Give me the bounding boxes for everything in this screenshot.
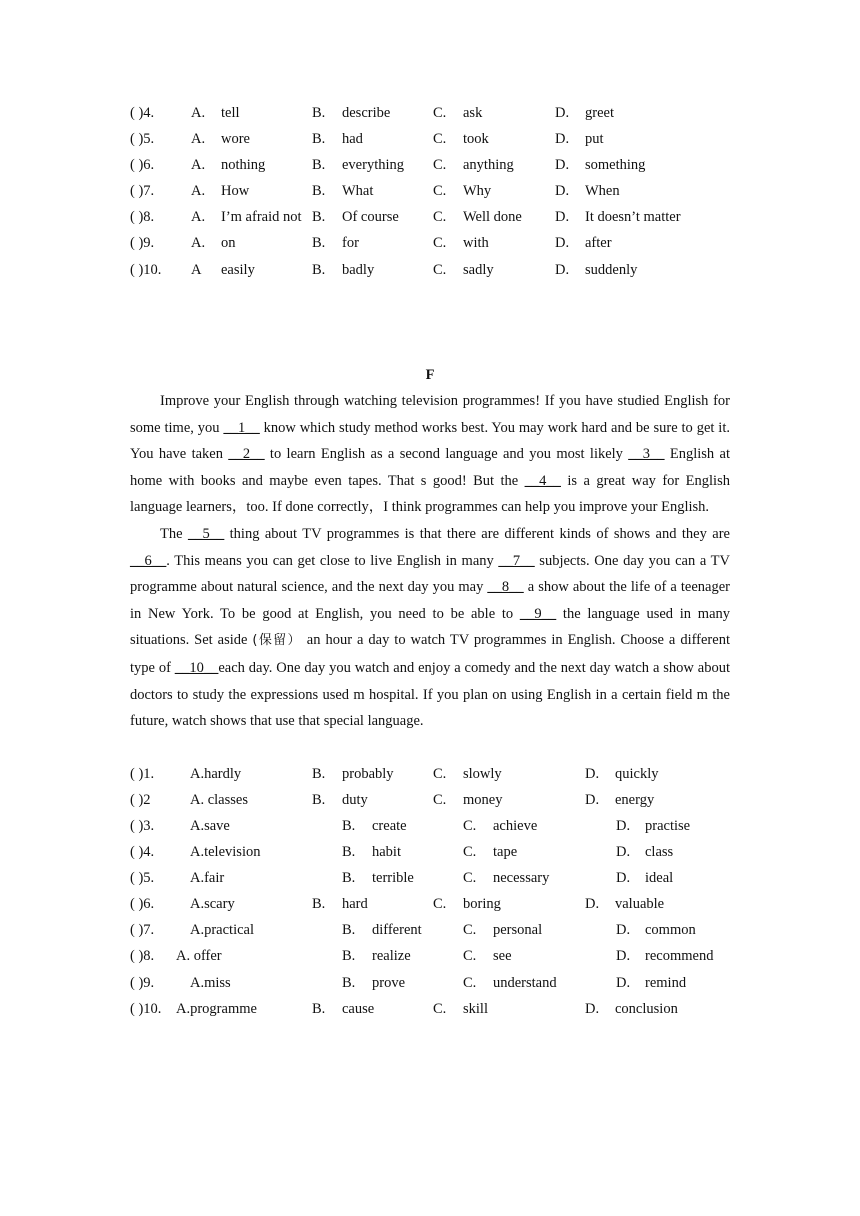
passage-text: each day. One day you watch and enjoy a comedy and the next day watch a show about doctors to study the expressions used m hospital. If you plan on using English in a certain field m the future, watch shows that use that special language. [130,659,730,730]
option-d-label: D. [616,844,631,860]
passage-text: thing about TV programmes is that there are different kinds of shows and they are [224,525,730,542]
question-number: ( )6. [130,896,155,912]
option-b-label: B. [312,105,326,121]
option-b: terrible [372,870,414,886]
option-b: prove [372,975,406,991]
question-number: ( )7. [130,183,155,199]
option-c-label: C. [433,896,447,912]
option-d-label: D. [555,131,570,147]
option-b: had [342,131,363,147]
option-c: took [463,131,489,147]
option-b-label: B. [342,922,356,938]
passage-text: an hour a day to watch TV programmes in English. Choose a different type of [130,632,730,676]
blank-9: __9__ [519,605,557,622]
option-b: Of course [342,209,399,225]
option-a: I’m afraid not [221,209,302,225]
option-c: skill [463,1001,488,1017]
option-b: habit [372,844,401,860]
blank-10: __10__ [174,659,219,676]
option-b: probably [342,766,394,782]
option-b: duty [342,792,368,808]
blank-7: __7__ [498,552,535,569]
option-d-label: D. [616,975,631,991]
question-row [130,763,740,785]
option-b-label: B. [342,870,356,886]
option-b-label: B. [342,818,356,834]
option-d: valuable [615,896,665,912]
option-d-label: D. [585,792,600,808]
option-d: conclusion [615,1001,678,1017]
option-c: anything [463,157,514,173]
option-b: for [342,235,359,251]
option-c: necessary [493,870,550,886]
option-c-label: C. [433,262,447,278]
option-d-label: D. [585,1001,600,1017]
option-c-label: C. [463,818,477,834]
option-a: nothing [221,157,266,173]
option-c: personal [493,922,543,938]
option-c: tape [493,844,518,860]
question-number: ( )7. [130,922,155,938]
option-c: boring [463,896,501,912]
option-c-label: C. [433,235,447,251]
option-a: A.fair [190,870,225,886]
question-number: ( )9. [130,235,155,251]
passage-text: to learn English as a second language and you most likely [264,446,629,463]
option-c: Why [463,183,492,199]
option-c-label: C. [433,183,447,199]
option-b-label: B. [342,948,356,964]
option-d: recommend [645,948,714,964]
passage-text: know which study method works best. You may work hard and be sure to get it. You have taken [130,419,730,463]
option-a-label: A. [191,209,206,225]
option-d-label: D. [555,235,570,251]
question-number: ( )6. [130,157,155,173]
passage-text: is a great way for English language learners，too. If done correctly，I think programmes can help you improve your English. [130,472,730,516]
option-b-label: B. [312,1001,326,1017]
option-d: When [585,183,620,199]
option-a: A. classes [190,792,248,808]
option-b: create [372,818,407,834]
option-c-label: C. [433,766,447,782]
question-row [130,180,740,202]
question-row [130,232,740,254]
option-d: It doesn’t matter [585,209,681,225]
option-d-label: D. [616,922,631,938]
option-b-label: B. [312,235,326,251]
option-a-label: A. [191,183,206,199]
question-number: ( )5. [130,131,155,147]
option-b-label: B. [342,844,356,860]
option-b-label: B. [312,262,326,278]
option-c: with [463,235,489,251]
question-row [130,815,740,837]
passage-paragraph-1 [130,388,730,521]
option-c-label: C. [433,157,447,173]
passage-text: Improve your English through watching television programmes! If you have studied English for some time, you [130,393,730,436]
option-d: quickly [615,766,659,782]
question-number: ( )10. [130,262,162,278]
option-a: A. offer [176,948,222,964]
blank-6: __6__ [130,552,167,569]
passage-text: English at home with books and maybe even tapes. That s good! But the [130,446,730,489]
option-d: after [585,235,612,251]
option-c-label: C. [463,922,477,938]
option-d-label: D. [555,262,570,278]
question-row [130,893,740,915]
passage-text: . This means you can get close to live English in many [166,552,499,569]
option-b: describe [342,105,391,121]
question-number: ( )8. [130,948,155,964]
question-row [130,206,740,228]
option-a: A.scary [190,896,235,912]
option-c: ask [463,105,483,121]
option-b: everything [342,157,405,173]
option-c: money [463,792,503,808]
option-c-label: C. [433,131,447,147]
question-row [130,945,740,967]
option-d-label: D. [616,870,631,886]
option-b-label: B. [312,183,326,199]
question-number: ( )3. [130,818,155,834]
option-c: achieve [493,818,538,834]
option-a: A.save [190,818,230,834]
passage-text: subjects. One day you can a TV programme about natural science, and the next day you may [130,552,730,596]
question-number: ( )9. [130,975,155,991]
option-a: easily [221,262,255,278]
passage-text: the language used in many situations. Set aside [130,605,731,649]
option-a: How [221,183,250,199]
question-row [130,789,740,811]
option-d-label: D. [555,183,570,199]
option-d: suddenly [585,262,638,278]
option-c: slowly [463,766,502,782]
option-a: A.practical [190,922,255,938]
passage-paragraph-2 [130,521,730,735]
option-d: common [645,922,696,938]
option-a: A.television [190,844,261,860]
question-row [130,154,740,176]
option-c-label: C. [433,1001,447,1017]
option-d: something [585,157,646,173]
option-b-label: B. [312,209,326,225]
option-d-label: D. [555,105,570,121]
option-d: energy [615,792,655,808]
option-d-label: D. [616,818,631,834]
option-b-label: B. [312,792,326,808]
question-row [130,867,740,889]
option-b-label: B. [342,975,356,991]
question-number: ( )4. [130,105,155,121]
option-c-label: C. [463,948,477,964]
option-a: A.programme [176,1001,257,1017]
option-c: see [493,948,512,964]
option-d-label: D. [555,209,570,225]
passage-text: a show about the life of a teenager in New York. To be good at English, you need to be able to [130,579,730,622]
question-row [130,259,740,281]
section-title: F [425,367,435,383]
option-d-label: D. [585,766,600,782]
option-b-label: B. [312,896,326,912]
option-d-label: D. [585,896,600,912]
option-d: put [585,131,604,147]
option-a-label: A. [191,157,206,173]
option-c-label: C. [433,209,447,225]
option-d: practise [645,818,691,834]
option-b: badly [342,262,375,278]
option-d: greet [585,105,614,121]
option-b: What [342,183,374,199]
question-number: ( )10. [130,1001,162,1017]
option-a: wore [221,131,250,147]
option-b-label: B. [312,766,326,782]
option-d-label: D. [555,157,570,173]
option-b: realize [372,948,411,964]
option-b: cause [342,1001,375,1017]
option-b-label: B. [312,157,326,173]
option-c: Well done [463,209,522,225]
option-a: A.hardly [190,766,242,782]
question-row [130,919,740,941]
question-row [130,128,740,150]
question-row [130,998,740,1020]
option-a-label: A. [191,235,206,251]
blank-2: __2__ [228,446,265,463]
option-d: ideal [645,870,674,886]
passage [130,388,730,735]
option-a-label: A. [191,131,206,147]
question-number: ( )4. [130,844,155,860]
option-c: sadly [463,262,494,278]
question-number: ( )8. [130,209,155,225]
option-b-label: B. [312,131,326,147]
question-number: ( )5. [130,870,155,886]
option-d-label: D. [616,948,631,964]
option-a: on [221,235,236,251]
option-a: tell [221,105,240,121]
option-a: A.miss [190,975,231,991]
option-c-label: C. [463,975,477,991]
chinese-gloss: (保留） [252,633,302,649]
option-d: class [645,844,674,860]
question-number: ( )2 [130,792,151,808]
blank-8: __8__ [487,579,524,596]
option-c-label: C. [463,870,477,886]
option-b: hard [342,896,368,912]
question-row [130,102,740,124]
blank-3: __3__ [628,446,665,463]
option-c: understand [493,975,557,991]
option-c-label: C. [463,844,477,860]
option-a-label: A. [191,105,206,121]
question-row [130,972,740,994]
blank-5: __5__ [187,525,225,542]
passage-text: The [160,525,188,542]
question-row [130,841,740,863]
option-c-label: C. [433,105,447,121]
option-c-label: C. [433,792,447,808]
question-number: ( )1. [130,766,155,782]
blank-4: __4__ [524,472,561,489]
blank-1: __1__ [223,419,260,436]
option-b: different [372,922,422,938]
option-d: remind [645,975,687,991]
option-a-label: A [191,262,202,278]
